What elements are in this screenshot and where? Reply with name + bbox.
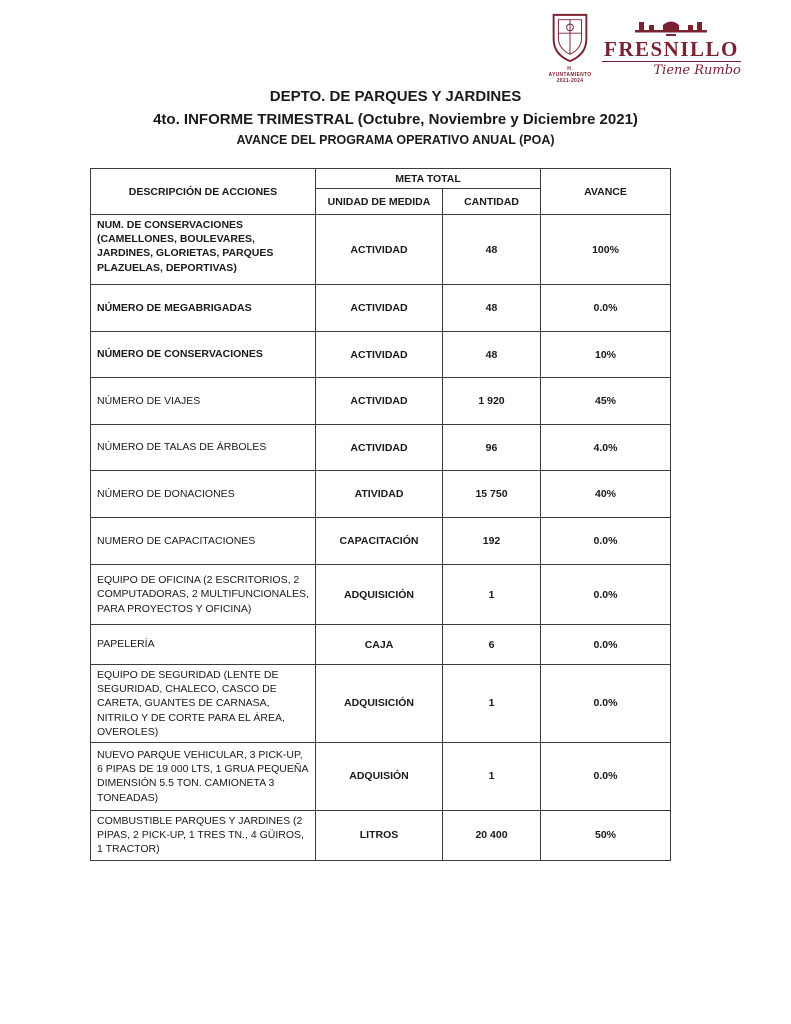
unit-cell: ADQUISICIÓN <box>316 565 443 625</box>
quantity-cell: 1 <box>443 742 541 810</box>
unit-cell: ACTIVIDAD <box>316 425 443 471</box>
table-row <box>91 665 671 743</box>
crest-subtext-line2: 2021-2024 <box>556 78 584 84</box>
unit-cell: ADQUISIÓN <box>316 742 443 810</box>
quantity-cell: 1 920 <box>443 378 541 425</box>
unit-cell: CAPACITACIÓN <box>316 518 443 565</box>
table-row <box>91 810 671 860</box>
description-cell: NÚMERO DE DONACIONES <box>91 471 316 518</box>
unit-cell: ADQUISICIÓN <box>316 665 443 743</box>
table-row <box>91 742 671 810</box>
unit-cell: CAJA <box>316 625 443 665</box>
report-title: 4to. INFORME TRIMESTRAL (Octubre, Noviembre y Diciembre 2021) <box>153 111 638 128</box>
crest-block <box>548 12 592 84</box>
description-cell: PAPELERÍA <box>91 625 316 665</box>
progress-cell: 0.0% <box>541 285 671 332</box>
description-cell: COMBUSTIBLE PARQUES Y JARDINES (2 PIPAS, 2 PICK-UP, 1 TRES TN., 4 GÜIROS, 1 TRACTOR) <box>91 810 316 860</box>
unit-cell: ACTIVIDAD <box>316 332 443 378</box>
description-cell: NÚMERO DE MEGABRIGADAS <box>91 285 316 332</box>
progress-cell: 100% <box>541 215 671 285</box>
fresnillo-logo <box>548 12 748 84</box>
description-cell: NÚMERO DE TALAS DE ÁRBOLES <box>91 425 316 471</box>
progress-cell: 0.0% <box>541 565 671 625</box>
wordmark-block <box>602 12 741 79</box>
description-cell: EQUIPO DE OFICINA (2 ESCRITORIOS, 2 COMPUTADORAS, 2 MULTIFUNCIONALES, PARA PROYECTOS Y OFICINA) <box>91 565 316 625</box>
quantity-cell: 48 <box>443 285 541 332</box>
progress-cell: 0.0% <box>541 742 671 810</box>
logo-tagline: Tiene Rumbo <box>653 63 741 78</box>
description-cell: NUEVO PARQUE VEHICULAR, 3 PICK-UP, 6 PIPAS DE 19 000 LTS, 1 GRUA PEQUEÑA DIMENSIÓN 5.5 TON. CAMIONETA 3 TONEADAS) <box>91 742 316 810</box>
progress-cell: 0.0% <box>541 625 671 665</box>
crest-subtext <box>548 66 592 84</box>
table-row <box>91 565 671 625</box>
progress-cell: 4.0% <box>541 425 671 471</box>
quantity-cell: 6 <box>443 625 541 665</box>
table-row <box>91 518 671 565</box>
unit-cell: ACTIVIDAD <box>316 215 443 285</box>
table-row <box>91 471 671 518</box>
quantity-cell: 48 <box>443 332 541 378</box>
table-row <box>91 378 671 425</box>
quantity-cell: 192 <box>443 518 541 565</box>
progress-cell: 10% <box>541 332 671 378</box>
quantity-cell: 15 750 <box>443 471 541 518</box>
poa-table <box>90 168 671 861</box>
quantity-cell: 96 <box>443 425 541 471</box>
col-header-descripcion: DESCRIPCIÓN DE ACCIONES <box>91 169 316 215</box>
progress-cell: 50% <box>541 810 671 860</box>
document-header <box>0 88 791 147</box>
col-header-avance: AVANCE <box>541 169 671 215</box>
unit-cell: ACTIVIDAD <box>316 285 443 332</box>
description-cell: NÚMERO DE VIAJES <box>91 378 316 425</box>
description-cell: NÚMERO DE CONSERVACIONES <box>91 332 316 378</box>
progress-cell: 0.0% <box>541 518 671 565</box>
quantity-cell: 1 <box>443 665 541 743</box>
table-header <box>91 169 671 215</box>
col-header-meta-total: META TOTAL <box>316 169 541 189</box>
building-icon <box>633 18 709 38</box>
table-row <box>91 625 671 665</box>
description-cell: NUMERO DE CAPACITACIONES <box>91 518 316 565</box>
progress-cell: 45% <box>541 378 671 425</box>
table-body <box>91 215 671 861</box>
crest-subtext-line1: H. AYUNTAMIENTO <box>548 66 592 78</box>
description-cell: NUM. DE CONSERVACIONES (CAMELLONES, BOULEVARES, JARDINES, GLORIETAS, PARQUES PLAZUELAS, DEPORTIVAS) <box>91 215 316 285</box>
description-cell: EQUIPO DE SEGURIDAD (LENTE DE SEGURIDAD, CHALECO, CASCO DE CARETA, GUANTES DE CARNASA, NITRILO Y DE CORTE PARA EL ÁREA, OVEROLES) <box>91 665 316 743</box>
quantity-cell: 20 400 <box>443 810 541 860</box>
unit-cell: ATIVIDAD <box>316 471 443 518</box>
crest-icon <box>550 12 590 64</box>
table-row <box>91 215 671 285</box>
unit-cell: LITROS <box>316 810 443 860</box>
progress-cell: 0.0% <box>541 665 671 743</box>
col-header-unidad: UNIDAD DE MEDIDA <box>316 189 443 215</box>
poa-subtitle: AVANCE DEL PROGRAMA OPERATIVO ANUAL (POA) <box>236 133 555 147</box>
table-row <box>91 285 671 332</box>
table-row <box>91 332 671 378</box>
logo-wordmark: FRESNILLO <box>604 37 739 61</box>
unit-cell: ACTIVIDAD <box>316 378 443 425</box>
quantity-cell: 1 <box>443 565 541 625</box>
header-row-1 <box>91 169 671 189</box>
progress-cell: 40% <box>541 471 671 518</box>
col-header-cantidad: CANTIDAD <box>443 189 541 215</box>
table-row <box>91 425 671 471</box>
quantity-cell: 48 <box>443 215 541 285</box>
department-title: DEPTO. DE PARQUES Y JARDINES <box>269 88 522 105</box>
